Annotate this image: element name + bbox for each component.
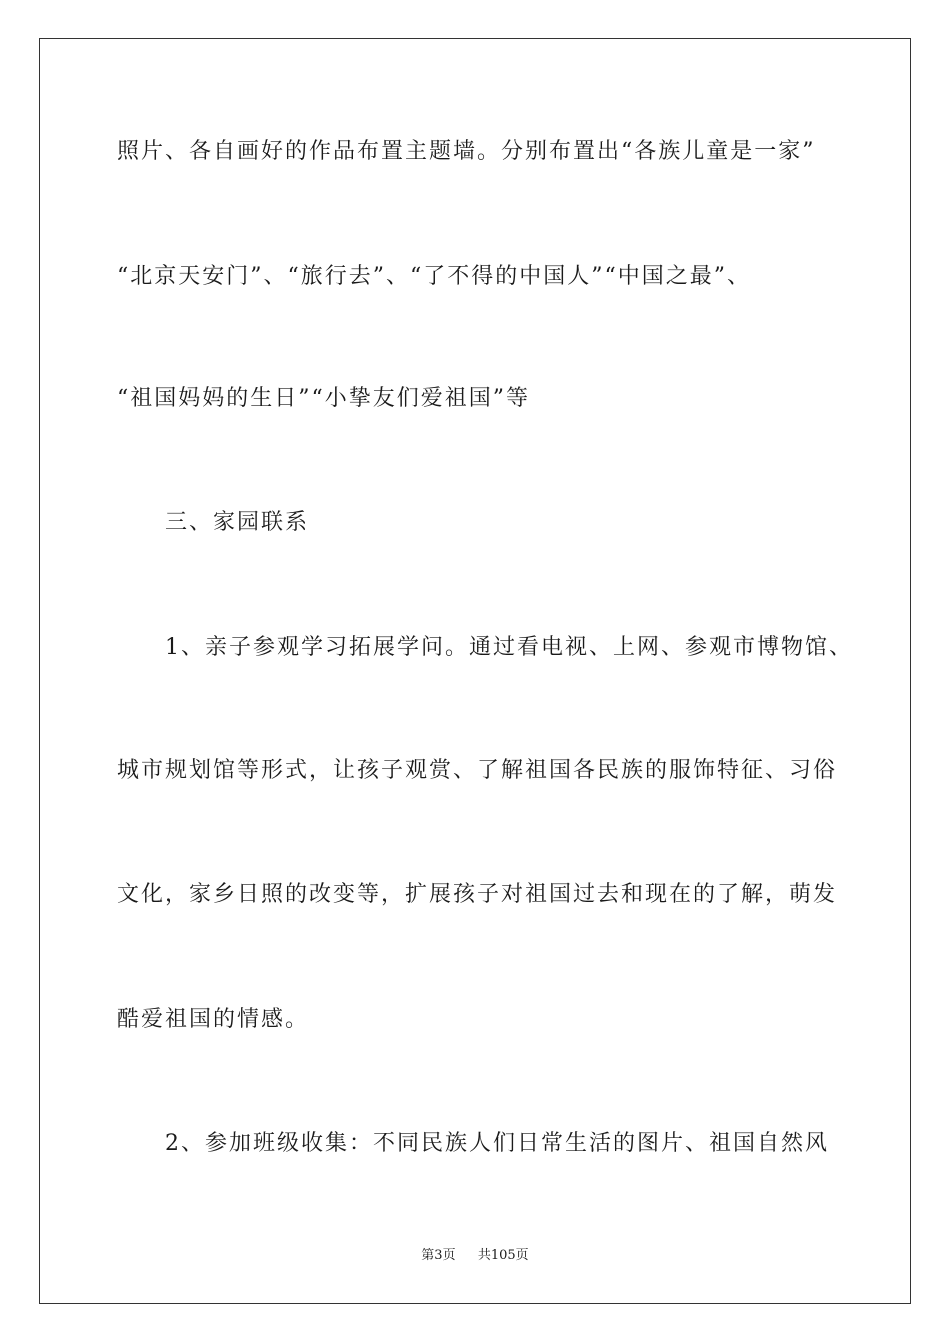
body-text-line: 照片、各自画好的作品布置主题墙。分别布置出“各族儿童是一家” — [117, 139, 816, 164]
body-text-line: 1、亲子参观学习拓展学问。通过看电视、上网、参观市博物馆、 — [165, 635, 853, 660]
body-text-line: 城市规划馆等形式，让孩子观赏、了解祖国各民族的服饰特征、习俗 — [117, 758, 838, 783]
body-text-line: 文化，家乡日照的改变等，扩展孩子对祖国过去和现在的了解，萌发 — [117, 882, 838, 907]
page-number: 第3页 — [421, 1248, 456, 1263]
page-border — [39, 38, 911, 1304]
total-pages: 共105页 — [477, 1248, 529, 1263]
body-text-line: 2、参加班级收集：不同民族人们日常生活的图片、祖国自然风 — [165, 1131, 829, 1156]
section-heading: 三、家园联系 — [165, 510, 310, 535]
body-text-line: 酷爱祖国的情感。 — [117, 1007, 310, 1032]
body-text-line: “祖国妈妈的生日”“小挚友们爱祖国”等 — [117, 386, 530, 411]
page-footer — [0, 1247, 950, 1265]
body-text-line: “北京天安门”、“旅行去”、“了不得的中国人”“中国之最”、 — [117, 264, 751, 289]
